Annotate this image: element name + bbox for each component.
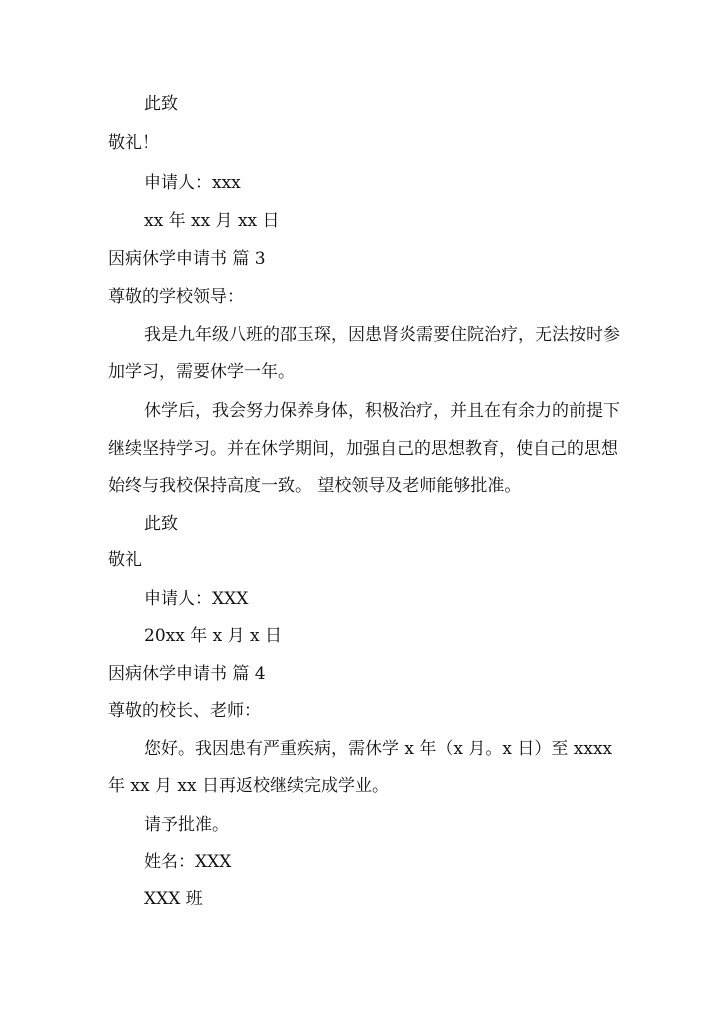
closing-cizhi: 此致 <box>144 514 178 534</box>
date-line: 20xx 年 x 月 x 日 <box>144 626 283 646</box>
name-line: 姓名：XXX <box>144 852 232 872</box>
request-line: 请予批准。 <box>144 815 229 835</box>
closing-jingli: 敬礼！ <box>108 133 159 153</box>
section-heading: 因病休学申请书 篇 3 <box>108 249 266 269</box>
date-line: xx 年 xx 月 xx 日 <box>144 211 280 231</box>
body-paragraph-line: 您好。我因患有严重疾病，需休学 x 年（x 月。x 日）至 xxxx <box>144 739 613 759</box>
body-paragraph-line: 加学习，需要休学一年。 <box>108 362 295 382</box>
class-line: XXX 班 <box>144 889 203 909</box>
salutation: 尊敬的学校领导： <box>108 287 244 307</box>
body-paragraph-line: 继续坚持学习。并在休学期间，加强自己的思想教育，使自己的思想 <box>108 439 618 459</box>
salutation: 尊敬的校长、老师： <box>108 701 261 721</box>
closing-cizhi: 此致 <box>144 94 178 114</box>
body-paragraph-line: 我是九年级八班的邵玉琛，因患肾炎需要住院治疗，无法按时参 <box>144 325 620 345</box>
body-paragraph-line: 休学后，我会努力保养身体，积极治疗，并且在有余力的前提下 <box>144 401 620 421</box>
applicant-line: 申请人：XXX <box>144 589 249 609</box>
body-paragraph-line: 年 xx 月 xx 日再返校继续完成学业。 <box>108 776 389 796</box>
section-heading: 因病休学申请书 篇 4 <box>108 664 266 684</box>
applicant-line: 申请人：xxx <box>144 173 241 193</box>
closing-jingli: 敬礼 <box>108 550 142 570</box>
body-paragraph-line: 始终与我校保持高度一致。 望校领导及老师能够批准。 <box>108 476 522 496</box>
